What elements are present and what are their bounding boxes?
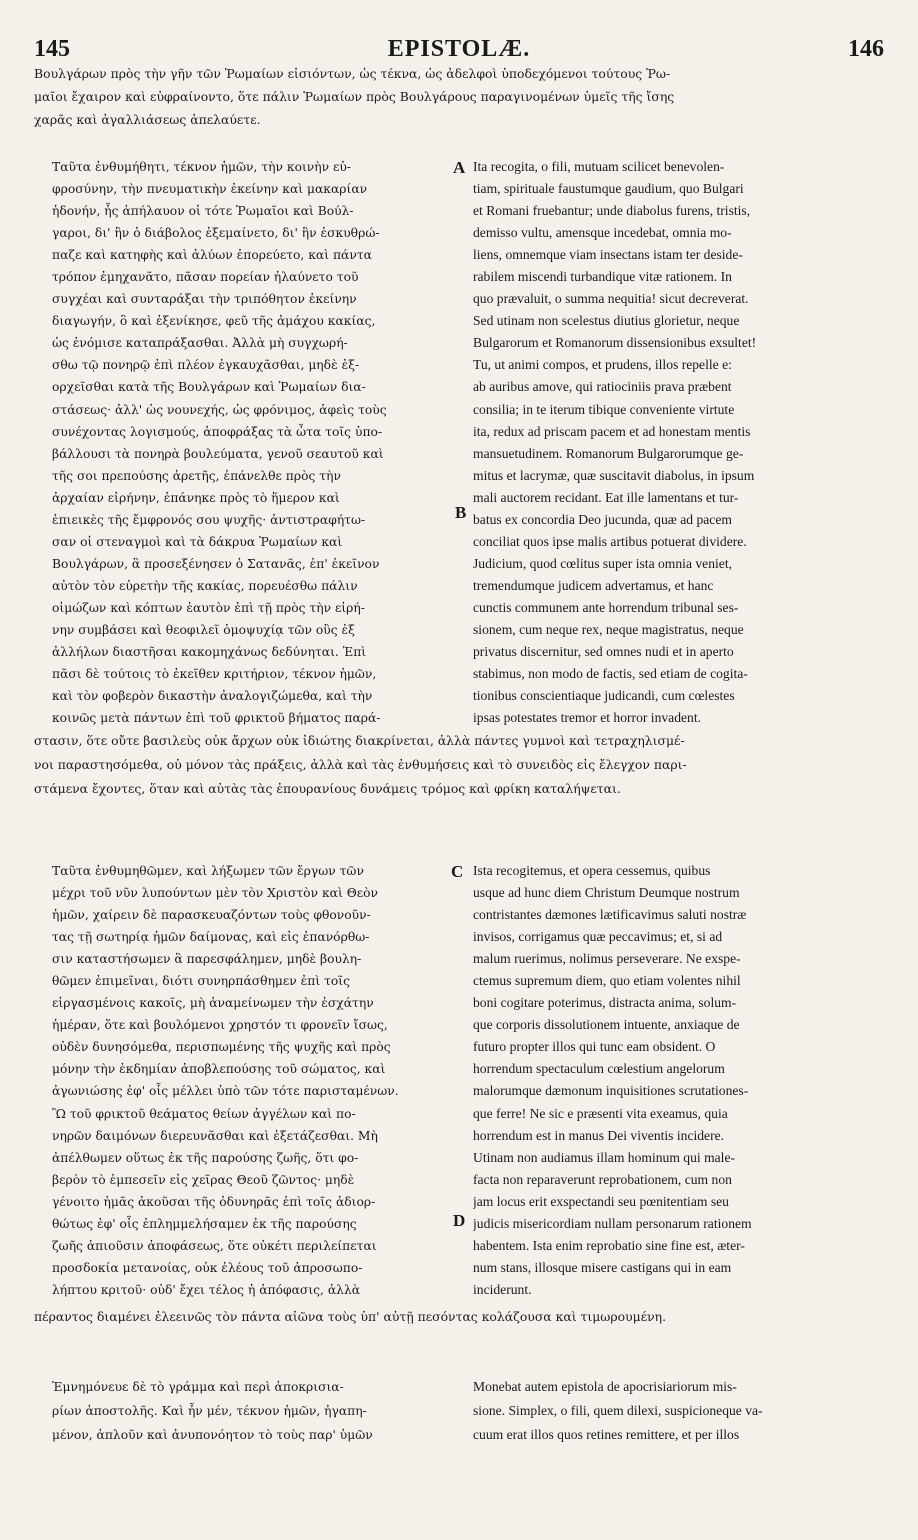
section-marker-c: C (451, 862, 464, 881)
text-line: αὐτὸν τὸν εὑρετὴν τῆς κακίας, πορευέσθω πάλιν (52, 578, 358, 593)
text-line: tiam, spirituale faustumque gaudium, quo Bulgari (473, 181, 744, 197)
text-line: σαν οἱ στεναγμοὶ καὶ τὰ δάκρυα Ῥωμαίων καὶ (52, 534, 343, 549)
text-line: Ταῦτα ἐνθυμήθητι, τέκνον ἡμῶν, τὴν κοινὴν εὐ- (52, 160, 352, 174)
text-line: ctemus supremum diem, quo etiam volentes nihil (473, 973, 741, 989)
text-line: ορχεῖσθαι κατὰ τῆς Βουλγάρων καὶ Ῥωμαίων δια- (52, 380, 366, 395)
text-line: judicis misericordiam nullam personarum rationem (473, 1215, 752, 1231)
text-line: sione. Simplex, o fili, quem dilexi, suspicioneque va- (473, 1403, 763, 1418)
text-line: προσδοκία μετανοίας, οὐκ ἐλέους τοῦ ἀπροσωπο- (52, 1260, 363, 1275)
text-line: Βουλγάρων πρὸς τὴν γῆν τῶν Ῥωμαίων εἰσιόντων, ὡς τέκνα, ὡς ἀδελφοὶ ὑποδεχόμενοι τούτους Ῥω- (34, 66, 671, 81)
text-line: conciliat quos ipse malis artibus potuerat dividere. (473, 533, 747, 549)
text-line: Sed utinam non scelestus diutius glorietur, neque (473, 313, 740, 329)
page-header (34, 36, 884, 62)
text-line: Ita recogita, o fili, mutuam scilicet benevolen- (473, 159, 725, 174)
text-line: jam locus erit exspectandi seu pœnitentiam seu (473, 1193, 729, 1209)
text-line: rabilem miscendi turbandique vitæ rationem. In (473, 269, 732, 285)
text-line: κοινῶς μετὰ πάντων ἐπὶ τοῦ φρικτοῦ βήματος παρά- (52, 711, 381, 726)
text-line: facta non reparaverunt reprobationem, cum non (473, 1171, 732, 1187)
text-line: Tu, ut animi compos, et prudens, illos repelle e: (473, 357, 732, 373)
text-line: usque ad hunc diem Christum Deumque nostrum (473, 885, 740, 901)
page-number-left: 145 (34, 36, 70, 62)
latin-column-c (473, 860, 883, 1301)
text-line: γαροι, δι' ἣν ὁ διάβολος ἐξεμαίνετο, δι' ἣν ἐσκυθρώ- (52, 226, 380, 241)
text-line: τας τῇ σωτηρίᾳ ἡμῶν δαίμονας, καὶ εἰς ἐπανόρθω- (52, 930, 370, 945)
text-line: θώτως ἐφ' οἷς ἐπλημμελήσαμεν ἐκ τῆς παρούσης (52, 1216, 357, 1231)
text-line: τρόπον ἐμηχανᾶτο, πᾶσαν πορείαν ἠλαύνετο τοῦ (52, 270, 359, 285)
greek-column-a (52, 156, 452, 729)
text-line: batus ex concordia Deo jucunda, quæ ad pacem (473, 511, 732, 527)
text-line: contristantes dæmones lætificavimus saluti nostræ (473, 907, 747, 923)
text-line: χαρᾶς καὶ ἀγαλλιάσεως ἀπελαύετε. (34, 112, 261, 127)
text-line: liens, omnemque viam insectans istam ter deside- (473, 247, 743, 263)
section-marker-a: A (453, 158, 466, 177)
text-line: φροσύνην, τὴν πνευματικὴν ἐκείνην καὶ μακαρίαν (52, 182, 368, 197)
text-line: que corporis dissolutionem intuente, anxiaque de (473, 1017, 740, 1033)
text-line: que ferre! Ne sic e præsenti vita exeamus, quia (473, 1105, 728, 1121)
text-line: quo prævaluit, o summa nequitia! sicut decreverat. (473, 291, 749, 307)
text-line: malum ruerimus, nolimus perseverare. Ne exspe- (473, 951, 741, 967)
text-line: σθω τῷ πονηρῷ ἐπὶ πλέον ἐγκαυχᾶσθαι, μηδὲ ἐξ- (52, 358, 360, 373)
text-line: στάσεως· ἀλλ' ὡς νουνεχής, ὡς φρόνιμος, ἀφεὶς τοὺς (52, 402, 387, 417)
text-line: λήπτου κριτοῦ· οὐδ' ἔχει τέλος ἡ ἀπόφασις, ἀλλὰ (52, 1282, 361, 1297)
text-line: Βουλγάρων, ἃ προσεξένησεν ὁ Σατανᾶς, ἐπ' ἐκεῖνον (52, 556, 380, 571)
text-line: πέραντος διαμένει ἐλεεινῶς τὸν πάντα αἰῶνα τοὺς ὑπ' αὐτῇ πεσόντας κολάζουσα καὶ τιμωρουμένη. (34, 1309, 667, 1324)
text-line: βερὸν τὸ ἐμπεσεῖν εἰς χεῖρας Θεοῦ ζῶντος· μηδὲ (52, 1172, 355, 1187)
text-line: ἀγωνιώσης ἐφ' οἷς μέλλει ὑπὸ τῶν τότε παρισταμένων. (52, 1084, 399, 1099)
text-line: συγχέαι καὶ συνταράξαι τὴν τριπόθητον ἐκείνην (52, 292, 357, 307)
text-line: ἀλλήλων διαστῆσαι κακομηχάνως δεδύνηται. Ἐπὶ (52, 645, 367, 660)
text-line: futuro propter illos qui tunc eam obsident. O (473, 1039, 716, 1055)
text-line: num stans, illosque misere castigans qui in eam (473, 1259, 732, 1275)
text-line: ὡς ἐνόμισε καταπράξασθαι. Ἀλλὰ μὴ συγχωρή- (52, 336, 348, 351)
text-line: invisos, corrigamus quæ peccavimus; et, si ad (473, 929, 723, 945)
text-line: ἀρχαίαν εἰρήνην, ἐπάνηκε πρὸς τὸ ἥμερον καὶ (52, 490, 340, 505)
latin-column-a (473, 156, 883, 729)
text-line: ἡμέραν, ὅτε καὶ βουλόμενοι χρηστόν τι φρονεῖν ἴσως, (52, 1018, 388, 1033)
text-line: ζωῆς ἀπιοῦσιν ἀποφάσεως, ὅτε οὐκέτι περιλείπεται (52, 1238, 377, 1253)
text-line: et Romani fruebantur; unde diabolus furens, tristis, (473, 203, 751, 219)
text-line: θῶμεν ἐπιμεῖναι, διότι συνηρπάσθημεν ἐπὶ τοῖς (52, 974, 351, 989)
text-line: sionem, cum neque rex, neque magistratus, neque (473, 621, 744, 637)
text-line: Judicium, quod cœlitus super ista omnia veniet, (473, 555, 732, 571)
text-line: stabimus, non modo de factis, sed etiam de cogita- (473, 666, 748, 682)
text-line: ρίων ἀποστολῆς. Καὶ ἦν μέν, τέκνον ἡμῶν, ἠγαπη- (52, 1404, 367, 1418)
text-line: μόνην τὴν ἐκδημίαν ἀποβλεπούσης τοῦ σώματος, καὶ (52, 1062, 386, 1077)
text-line: μαῖοι ἔχαιρον καὶ εὐφραίνοντο, ὅτε πάλιν Ῥωμαίων πρὸς Βουλγάρους παραγινομένων ὑμεῖς τῆς ἴσης (34, 89, 675, 104)
text-line: boni cogitare poterimus, distracta anima, solum- (473, 995, 737, 1011)
text-line: βάλλουσι τὰ πονηρὰ βουλεύματα, γενοῦ σεαυτοῦ καὶ (52, 446, 384, 461)
text-line: παζε καὶ κατηφὴς καὶ ἀλύων ἐπορεύετο, καὶ πάντα (52, 248, 372, 263)
text-line: συνέχοντας λογισμούς, ἀποφράξας τὰ ὦτα τοῖς ὑπο- (52, 424, 383, 439)
text-line: ἀπέλθωμεν οὕτως ἐκ τῆς παρούσης ζωῆς, ὅτι φο- (52, 1150, 359, 1165)
text-line: μέχρι τοῦ νῦν λυπούντων μὲν τὸν Χριστὸν καὶ Θεὸν (52, 886, 379, 901)
text-line: Ὢ τοῦ φρικτοῦ θεάματος θείων ἀγγέλων καὶ πο- (52, 1106, 356, 1121)
text-line: tremendumque judicem advertamus, et hanc (473, 577, 714, 593)
text-line: Utinam non audiamus illam hominum qui male- (473, 1149, 736, 1165)
latin-column-e (473, 1375, 883, 1447)
text-line: σιν καταστήσωμεν ἃ παρεσφάλημεν, μηδὲ βουλη- (52, 952, 362, 967)
text-line: Ἐμνημόνευε δὲ τὸ γράμμα καὶ περὶ ἀποκρισια- (52, 1380, 344, 1394)
text-line: νηρῶν δαιμόνων διερευνᾶσθαι καὶ ἐξετάζεσθαι. Μὴ (52, 1128, 378, 1143)
greek-column-c (52, 860, 452, 1301)
text-line: tionibus conscientiaque judicandi, cum cœlestes (473, 688, 735, 704)
text-line: mitus et lacrymæ, quæ suscitavit diabolus, in ipsum (473, 467, 755, 483)
text-line: νην συμβάσει καὶ θεοφιλεῖ ὁμοψυχίᾳ τῶν οὓς ἐξ (52, 622, 355, 637)
text-line: habentem. Ista enim reprobatio sine fine est, æter- (473, 1237, 745, 1253)
text-line: Monebat autem epistola de apocrisiariorum mis- (473, 1379, 737, 1394)
text-line: cuum erat illos quos retines remittere, et per illos (473, 1427, 740, 1442)
text-line: στάμενα ἔχοντες, ὅταν καὶ αὐτὰς τὰς ἐπουρανίους δυνάμεις τρόμος καὶ φρίκη καταλήψεται. (34, 781, 621, 796)
text-line: consilia; in te iterum tibique conveniente virtute (473, 401, 735, 417)
text-line: inciderunt. (473, 1281, 532, 1297)
text-line: οὐδὲν δυνησόμεθα, περισπωμένης τῆς ψυχῆς καὶ πρὸς (52, 1040, 391, 1055)
text-line: στασιν, ὅτε οὔτε βασιλεὺς οὐκ ἄρχων οὐκ ἰδιώτης διακρίνεται, ἀλλὰ πάντες γυμνοὶ καὶ τετραχηλισμέ- (34, 733, 685, 748)
text-line: ita, redux ad priscam pacem et ad honestam mentis (473, 423, 751, 439)
text-line: ἡδονήν, ἧς ἀπήλαυον οἱ τότε Ῥωμαῖοι καὶ Βούλ- (52, 204, 354, 219)
text-line: νοι παραστησόμεθα, οὐ μόνον τὰς πράξεις, ἀλλὰ καὶ τὰς ἐνθυμήσεις καὶ τὸ συνειδὸς εἰς ἔλεγχον παρι- (34, 757, 687, 772)
section-marker-b: B (455, 503, 467, 522)
page-number-right: 146 (848, 36, 884, 62)
text-line: οἰμώζων καὶ κόπτων ἑαυτὸν ἐπὶ τῇ πρὸς τὴν εἰρή- (52, 600, 365, 615)
text-line: γένοιτο ἡμᾶς ἀκοῦσαι τῆς ὀδυνηρᾶς ἐπὶ τοῖς ἀδιορ- (52, 1194, 376, 1209)
full-width-greek-a (34, 729, 882, 801)
text-line: malorumque dæmonum inquisitiones scrutationes- (473, 1083, 749, 1099)
text-line: Bulgarorum et Romanorum dissensionibus exsultet! (473, 335, 757, 351)
text-line: ipsas potestates tremor et horror invadent. (473, 710, 702, 726)
text-line: ἐπιεικὲς τῆς ἔμφρονός σου ψυχῆς· ἀντιστραφήτω- (52, 512, 366, 527)
text-line: mansuetudinem. Romanorum Bulgarorumque ge- (473, 445, 744, 461)
text-line: Ista recogitemus, et opera cessemus, quibus (473, 863, 711, 878)
text-line: ab auribus amove, qui ratiociniis prava præbent (473, 379, 732, 395)
text-line: μένον, ἁπλοῦν καὶ ἀνυπονόητον τὸ τοὺς παρ' ὑμῶν (52, 1428, 373, 1442)
text-line: εἰργασμένοις κακοῖς, μὴ ἀναμείνωμεν τὴν ἐσχάτην (52, 996, 374, 1011)
text-line: διαγωγήν, ὃ καὶ ἐξενίκησε, φεῦ τῆς ἀμάχου κακίας, (52, 314, 376, 329)
text-line: horrendum spectaculum cœlestium angelorum (473, 1061, 725, 1077)
text-line: demisso vultu, amensque incedebat, omnia mo- (473, 225, 732, 241)
text-line: horrendum est in manus Dei viventis incidere. (473, 1127, 725, 1143)
text-line: cunctis communem ante horrendum tribunal ses- (473, 599, 739, 615)
greek-column-e (52, 1375, 452, 1447)
text-line: privatus discernitur, sed omnes nudi et in aperto (473, 644, 734, 660)
text-line: Ταῦτα ἐνθυμηθῶμεν, καὶ λήξωμεν τῶν ἔργων τῶν (52, 864, 364, 878)
full-width-greek-c (34, 1305, 882, 1328)
text-line: καὶ τὸν φοβερὸν δικαστὴν ἀναλογιζώμεθα, καὶ τὴν (52, 689, 373, 704)
running-title: EPISTOLÆ. (387, 36, 531, 62)
section-marker-d: D (453, 1211, 466, 1230)
text-line: ἡμῶν, χαίρειν δὲ παρασκευαζόντων τοὺς φθονοῦν- (52, 908, 371, 923)
text-line: πᾶσι δὲ τούτοις τὸ ἐκεῖθεν κριτήριον, τέκνον ἡμῶν, (52, 667, 377, 682)
text-line: τῆς σοι πρεπούσης ἀρετῆς, ἐπάνελθε πρὸς τὴν (52, 468, 341, 483)
text-line: mali auctorem recidant. Eat ille lamentans et tur- (473, 489, 739, 505)
top-greek-paragraph (34, 62, 882, 131)
